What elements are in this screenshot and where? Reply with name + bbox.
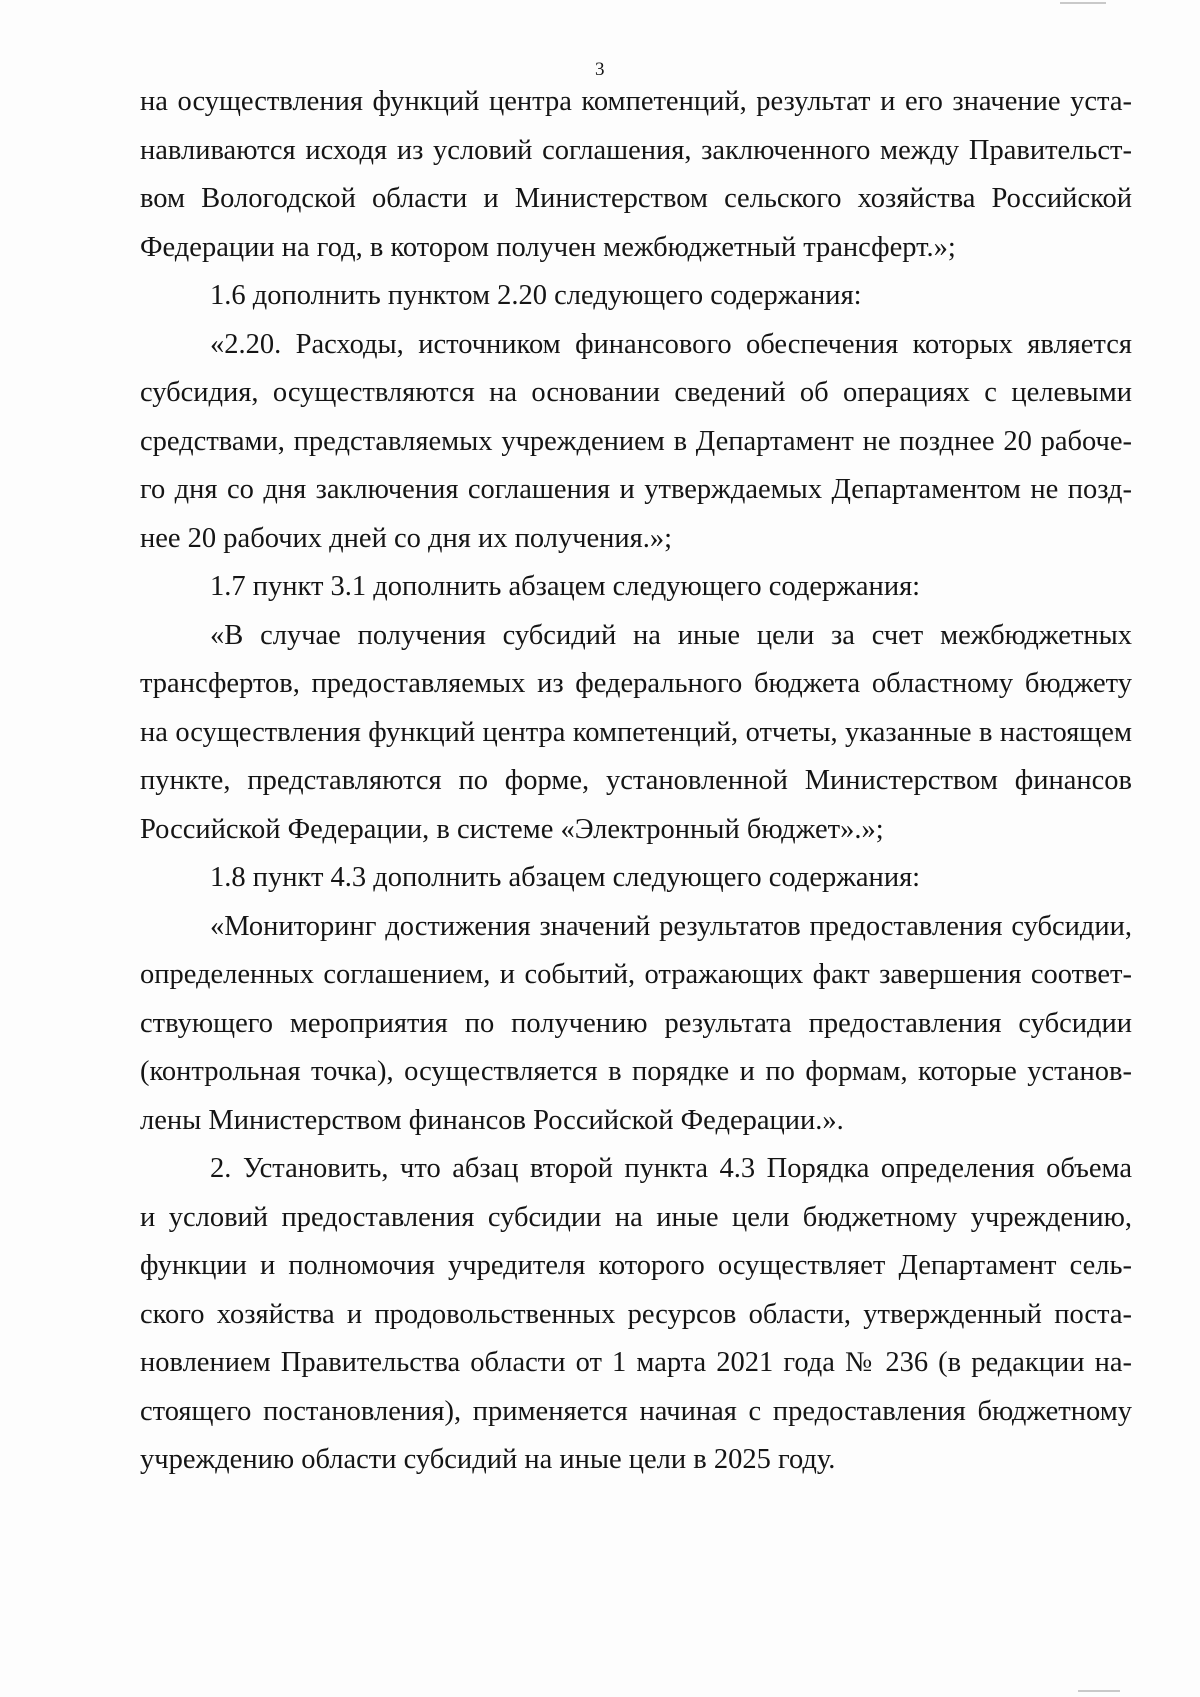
text-line: субсидия, осуществляются на основании сведений об операциях с целевыми — [140, 377, 1132, 408]
text-line: на осуществления функций центра компетенций, результат и его значение уста- — [140, 86, 1132, 117]
text-line: ствующего мероприятия по получению результата предоставления субсидии — [140, 1007, 1132, 1039]
text-line: «2.20. Расходы, источником финансового обеспечения которых является — [210, 328, 1132, 360]
scan-edge-mark-bottom — [1078, 1690, 1120, 1692]
text-line: Российской Федерации, в системе «Электронный бюджет».»; — [140, 813, 884, 845]
text-line: «Мониторинг достижения значений результатов предоставления субсидии, — [210, 910, 1132, 942]
text-line: го дня со дня заключения соглашения и утверждаемых Департаментом не позд- — [140, 474, 1132, 505]
paragraph — [140, 78, 1132, 272]
paragraph — [140, 612, 1132, 855]
text-line: 1.8 пункт 4.3 дополнить абзацем следующего содержания: — [210, 862, 921, 893]
text-line: учреждению области субсидий на иные цели в 2025 году. — [140, 1444, 836, 1475]
text-line: навливаются исходя из условий соглашения, заключенного между Правительст- — [140, 134, 1132, 166]
paragraph — [140, 321, 1132, 564]
text-line: Федерации на год, в котором получен межбюджетный трансферт.»; — [140, 231, 956, 263]
text-line: ского хозяйства и продовольственных ресурсов области, утвержденный поста- — [140, 1298, 1132, 1330]
text-line: лены Министерством финансов Российской Федерации.». — [140, 1104, 844, 1136]
paragraph — [140, 1145, 1132, 1485]
text-line: «В случае получения субсидий на иные цели за счет межбюджетных — [210, 619, 1132, 651]
text-line: 1.6 дополнить пунктом 2.20 следующего содержания: — [210, 280, 862, 311]
paragraph — [140, 563, 1132, 612]
text-line: 1.7 пункт 3.1 дополнить абзацем следующего содержания: — [210, 571, 921, 602]
text-line: пункте, представляются по форме, установленной Министерством финансов — [140, 765, 1132, 796]
document-body — [140, 78, 1132, 1485]
paragraph — [140, 903, 1132, 1146]
text-line: средствами, представляемых учреждением в Департамент не позднее 20 рабоче- — [140, 425, 1132, 457]
page-number: 3 — [595, 59, 605, 80]
text-line: 2. Установить, что абзац второй пункта 4.3 Порядка определения объема — [210, 1153, 1132, 1184]
paragraph — [140, 854, 1132, 903]
text-line: новлением Правительства области от 1 марта 2021 года № 236 (в редакции на- — [140, 1347, 1132, 1378]
text-line: определенных соглашением, и событий, отражающих факт завершения соответ- — [140, 959, 1132, 990]
text-line: вом Вологодской области и Министерством сельского хозяйства Российской — [140, 183, 1132, 214]
text-line: стоящего постановления), применяется начиная с предоставления бюджетному — [140, 1395, 1132, 1427]
text-line: (контрольная точка), осуществляется в порядке и по формам, которые установ- — [140, 1056, 1132, 1087]
text-line: трансфертов, предоставляемых из федерального бюджета областному бюджету — [140, 668, 1132, 699]
text-line: функции и полномочия учредителя которого осуществляет Департамент сель- — [140, 1250, 1132, 1281]
text-line: и условий предоставления субсидии на иные цели бюджетному учреждению, — [140, 1201, 1132, 1233]
paragraph — [140, 272, 1132, 321]
text-line: нее 20 рабочих дней со дня их получения.»; — [140, 522, 673, 554]
scan-edge-mark-top — [1060, 2, 1106, 4]
text-line: на осуществления функций центра компетенций, отчеты, указанные в настоящем — [140, 716, 1132, 748]
